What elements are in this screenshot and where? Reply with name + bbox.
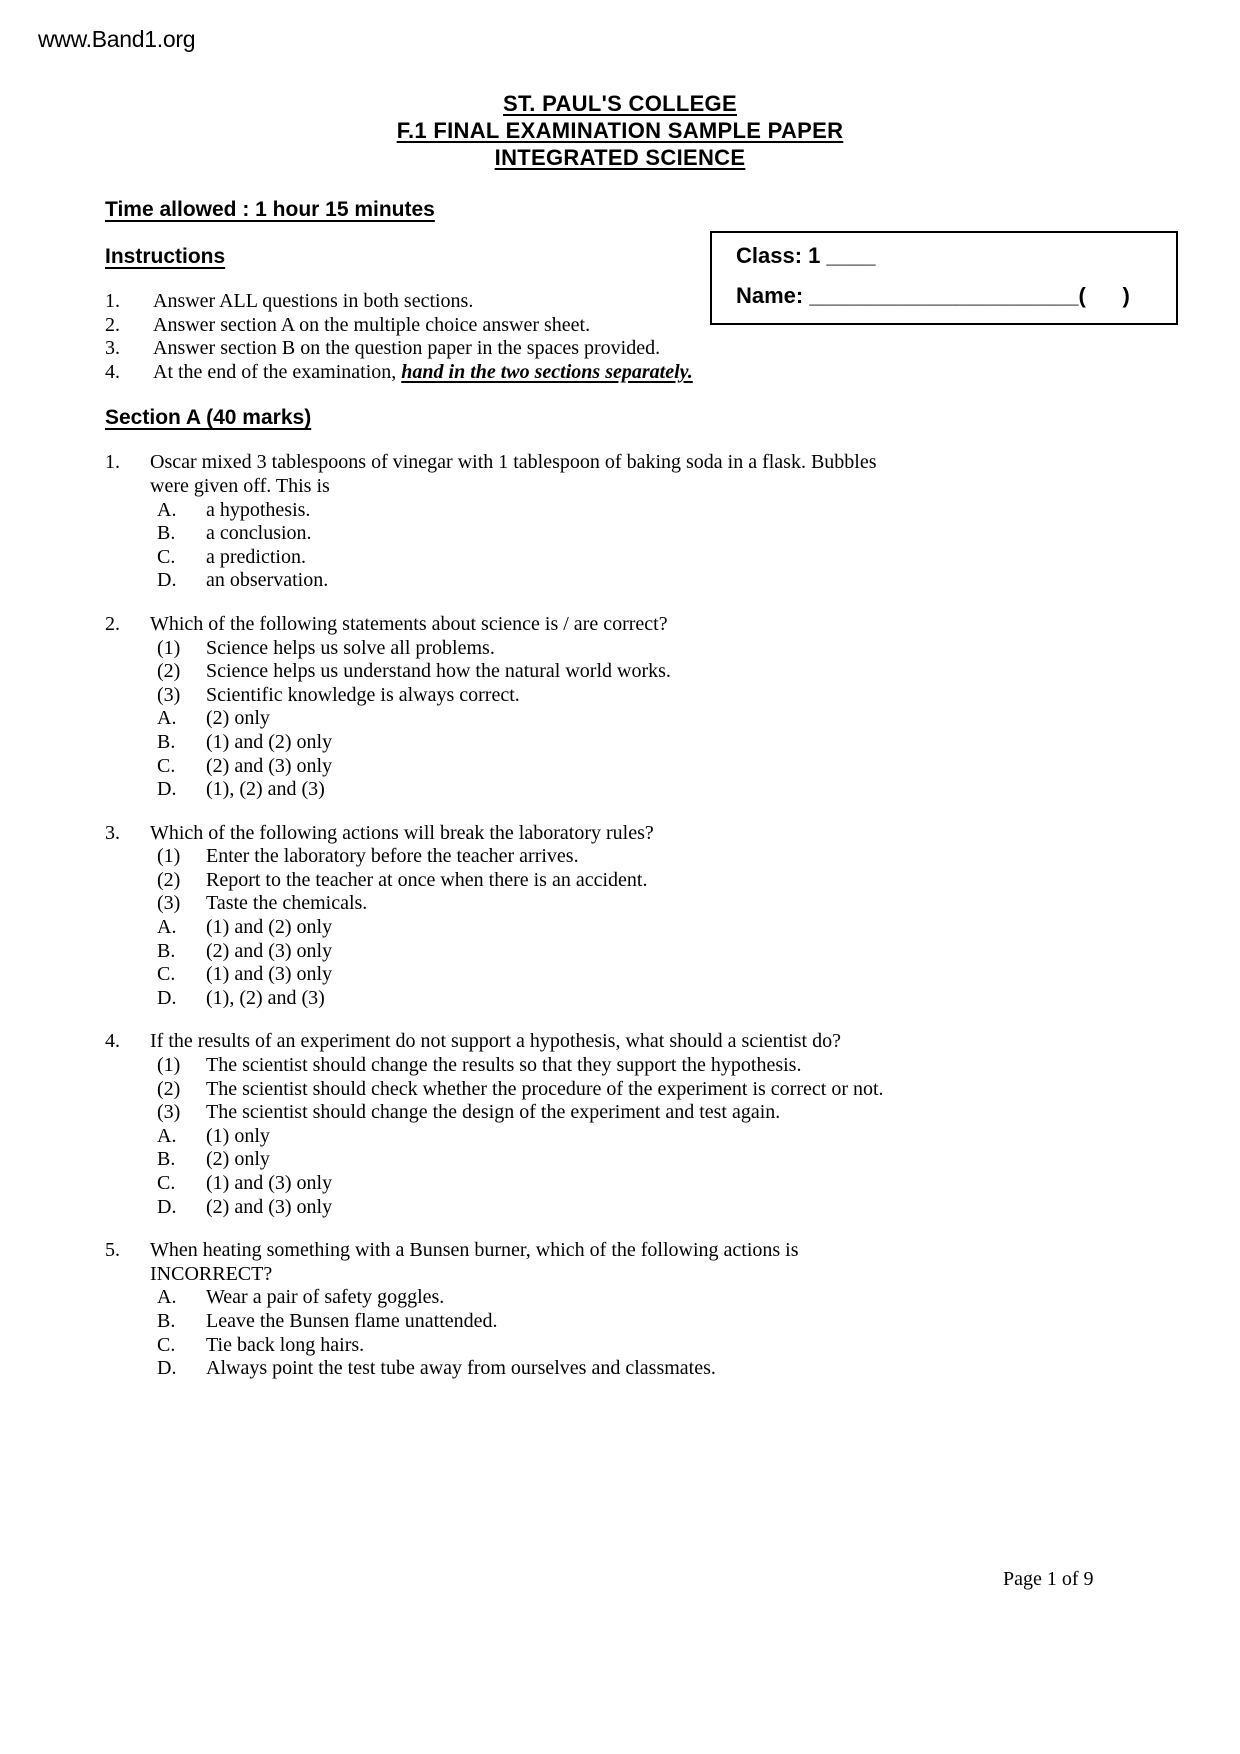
option-text: a hypothesis. xyxy=(206,498,311,521)
option-letter: D. xyxy=(157,569,177,592)
option-letter: C. xyxy=(157,754,176,777)
option-text: (1), (2) and (3) xyxy=(206,778,325,801)
option-row xyxy=(157,1286,1120,1310)
section-a-heading: Section A (40 marks) xyxy=(105,406,312,430)
option-letter: A. xyxy=(157,1124,177,1147)
question-body xyxy=(150,1239,1120,1381)
option-text: (1) and (2) only xyxy=(206,730,333,753)
option-text: (1) and (3) only xyxy=(206,963,333,986)
exam-title xyxy=(0,117,1240,144)
instruction-text: Answer ALL questions in both sections. xyxy=(153,290,474,312)
time-allowed-heading: Time allowed : 1 hour 15 minutes xyxy=(105,198,435,221)
statement-label: (3) xyxy=(157,892,181,915)
question-text-line: Which of the following actions will break the laboratory rules? xyxy=(150,821,654,844)
question-block xyxy=(105,451,1120,593)
option-row xyxy=(157,1125,1120,1149)
instruction-body xyxy=(153,361,1120,385)
option-text: Leave the Bunsen flame unattended. xyxy=(206,1309,498,1332)
option-text: a prediction. xyxy=(206,545,306,568)
question-block xyxy=(105,822,1120,1011)
statement-label: (1) xyxy=(157,1054,181,1077)
option-text: (1), (2) and (3) xyxy=(206,986,325,1009)
question-text-line: Which of the following statements about science is / are correct? xyxy=(150,612,668,635)
option-row xyxy=(157,940,1120,964)
college-name-title xyxy=(0,90,1240,117)
question-text-line: were given off. This is xyxy=(150,474,330,497)
option-letter: A. xyxy=(157,707,177,730)
statement-text: Science helps us understand how the natural world works. xyxy=(206,660,671,683)
option-text: an observation. xyxy=(206,569,329,592)
question-number: 4. xyxy=(105,1030,120,1053)
subject-title-text: INTEGRATED SCIENCE xyxy=(494,145,746,170)
option-text: Always point the test tube away from ourselves and classmates. xyxy=(206,1357,716,1380)
option-text: (1) and (3) only xyxy=(206,1172,333,1194)
option-letter: D. xyxy=(157,778,177,801)
option-text: (2) only xyxy=(206,1148,270,1171)
option-text: (2) only xyxy=(206,707,270,730)
question-text-line: INCORRECT? xyxy=(150,1262,273,1285)
statement-text: The scientist should change the results so that they support the hypothesis. xyxy=(206,1054,802,1077)
option-letter: D. xyxy=(157,986,177,1009)
statement-text: Report to the teacher at once when there is an accident. xyxy=(206,868,648,891)
class-name-box xyxy=(710,231,1178,325)
option-letter: C. xyxy=(157,1172,176,1194)
instructions-heading: Instructions xyxy=(105,245,226,268)
statement-label: (1) xyxy=(157,845,181,868)
option-row xyxy=(157,916,1120,940)
option-letter: B. xyxy=(157,522,176,545)
instruction-number: 3. xyxy=(105,337,120,360)
option-letter: A. xyxy=(157,916,177,939)
statement-text: The scientist should check whether the procedure of the experiment is correct or not. xyxy=(206,1077,884,1100)
option-row xyxy=(157,546,1120,570)
option-row xyxy=(157,1357,1120,1381)
exam-title-text: F.1 FINAL EXAMINATION SAMPLE PAPER xyxy=(396,118,844,143)
option-row xyxy=(157,1196,1120,1220)
statement-row xyxy=(157,684,1120,708)
statement-label: (2) xyxy=(157,660,181,683)
page-content xyxy=(0,198,1240,1381)
section-a-heading-row xyxy=(105,406,1120,430)
option-row xyxy=(157,707,1120,731)
option-row xyxy=(157,522,1120,546)
site-watermark: www.Band1.org xyxy=(38,26,196,52)
instruction-number: 1. xyxy=(105,290,120,312)
option-letter: C. xyxy=(157,1333,176,1356)
option-letter: B. xyxy=(157,1148,176,1171)
option-row xyxy=(157,499,1120,523)
question-row xyxy=(105,451,1120,593)
class-label: Class: 1 xyxy=(736,243,827,268)
option-row xyxy=(157,987,1120,1011)
option-row xyxy=(157,755,1120,779)
option-letter: A. xyxy=(157,498,177,521)
statement-label: (3) xyxy=(157,1101,181,1124)
question-block xyxy=(105,1239,1120,1381)
statement-label: (2) xyxy=(157,868,181,891)
statement-text: Taste the chemicals. xyxy=(206,892,368,915)
class-line xyxy=(736,242,1176,270)
statement-text: Enter the laboratory before the teacher arrives. xyxy=(206,845,579,868)
class-blank-field: ____ xyxy=(826,243,876,268)
name-blank-field: ______________________ xyxy=(809,283,1079,308)
statement-text: Scientific knowledge is always correct. xyxy=(206,683,520,706)
option-row xyxy=(157,569,1120,593)
instruction-number: 2. xyxy=(105,313,120,336)
instruction-body xyxy=(153,337,1120,361)
instruction-item xyxy=(105,337,1120,361)
option-letter: D. xyxy=(157,1195,177,1218)
option-text: (2) and (3) only xyxy=(206,1195,333,1218)
instruction-text: Answer section A on the multiple choice answer sheet. xyxy=(153,313,591,336)
statement-label: (3) xyxy=(157,683,181,706)
option-text: (2) and (3) only xyxy=(206,939,333,962)
instruction-text: Answer section B on the question paper in the spaces provided. xyxy=(153,337,661,360)
option-letter: D. xyxy=(157,1357,177,1380)
time-allowed-heading-row xyxy=(105,198,1120,222)
statement-row xyxy=(157,869,1120,893)
option-letter: B. xyxy=(157,730,176,753)
question-body xyxy=(150,451,1120,593)
option-row xyxy=(157,1310,1120,1334)
statement-row xyxy=(157,637,1120,661)
question-block xyxy=(105,613,1120,802)
question-number: 1. xyxy=(105,451,120,474)
question-body xyxy=(150,613,1120,802)
option-row xyxy=(157,1334,1120,1358)
college-name-text: ST. PAUL'S COLLEGE xyxy=(503,91,737,116)
question-text-line: If the results of an experiment do not support a hypothesis, what should a scientist do? xyxy=(150,1030,841,1053)
questions-list xyxy=(105,451,1120,1380)
option-letter: C. xyxy=(157,963,176,986)
option-letter: B. xyxy=(157,939,176,962)
instruction-number: 4. xyxy=(105,360,120,383)
option-letter: B. xyxy=(157,1309,176,1332)
option-row xyxy=(157,731,1120,755)
option-letter: C. xyxy=(157,545,176,568)
question-block xyxy=(105,1030,1120,1219)
question-row xyxy=(105,1239,1120,1381)
option-text: (2) and (3) only xyxy=(206,754,333,777)
statement-row xyxy=(157,1078,1120,1102)
question-row xyxy=(105,613,1120,802)
option-row xyxy=(157,778,1120,802)
instruction-emphasis: hand in the two sections separately. xyxy=(401,360,693,383)
statement-text: The scientist should change the design of the experiment and test again. xyxy=(206,1101,781,1124)
statement-row xyxy=(157,1054,1120,1078)
option-text: (1) only xyxy=(206,1124,270,1147)
question-number: 2. xyxy=(105,612,120,635)
page-number: Page 1 of 9 xyxy=(1003,1568,1094,1590)
question-row xyxy=(105,822,1120,1011)
option-text: (1) and (2) only xyxy=(206,916,333,939)
statement-row xyxy=(157,892,1120,916)
question-body xyxy=(150,1030,1120,1219)
name-line xyxy=(736,282,1176,310)
option-row xyxy=(157,1172,1120,1196)
question-body xyxy=(150,822,1120,1011)
option-row xyxy=(157,963,1120,987)
instruction-text: At the end of the examination, xyxy=(153,360,402,383)
class-number-paren-field: ( ) xyxy=(1078,283,1130,308)
name-label: Name: xyxy=(736,283,810,308)
option-letter: A. xyxy=(157,1286,177,1309)
question-text-line: Oscar mixed 3 tablespoons of vinegar with 1 tablespoon of baking soda in a flask. Bubbles xyxy=(150,451,877,474)
statement-row xyxy=(157,660,1120,684)
question-text-line: When heating something with a Bunsen burner, which of the following actions is xyxy=(150,1239,799,1262)
instruction-item xyxy=(105,361,1120,385)
statement-label: (2) xyxy=(157,1077,181,1100)
statement-label: (1) xyxy=(157,636,181,659)
option-text: a conclusion. xyxy=(206,522,312,545)
subject-title xyxy=(0,144,1240,171)
option-text: Tie back long hairs. xyxy=(206,1333,365,1356)
option-text: Wear a pair of safety goggles. xyxy=(206,1286,445,1309)
statement-row xyxy=(157,845,1120,869)
option-row xyxy=(157,1148,1120,1172)
question-row xyxy=(105,1030,1120,1219)
statement-row xyxy=(157,1101,1120,1125)
question-number: 5. xyxy=(105,1239,120,1262)
statement-text: Science helps us solve all problems. xyxy=(206,636,495,659)
question-number: 3. xyxy=(105,821,120,844)
